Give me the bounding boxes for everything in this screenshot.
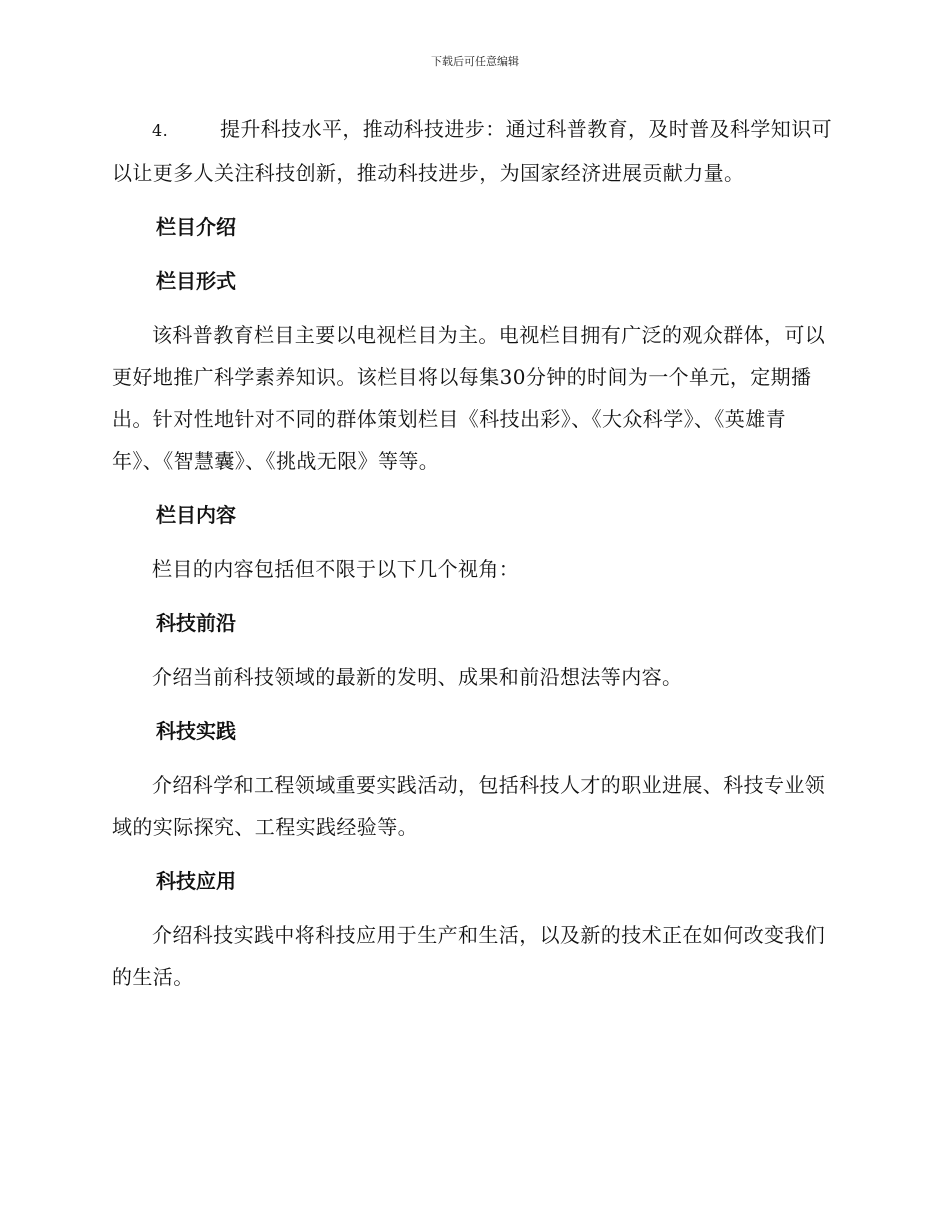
section-heading-practice: 科技实践	[156, 719, 236, 743]
item-4-text: 提升科技水平，推动科技进步：通过科普教育，及时普及科学知识可以让更多人关注科技创新，推动科技进步，为国家经济进展贡献力量。	[112, 117, 832, 185]
page-header: 下载后可任意编辑	[431, 55, 519, 68]
document-body	[112, 108, 834, 998]
section-heading-form: 栏目形式	[156, 269, 236, 293]
paragraph-frontier: 介绍当前科技领域的最新的发明、成果和前沿想法等内容。	[152, 665, 683, 689]
section-heading-frontier: 科技前沿	[156, 611, 236, 635]
paragraph-practice: 介绍科学和工程领域重要实践活动，包括科技人才的职业进展、科技专业领域的实际探究、工程实践经验等。	[112, 773, 826, 839]
paragraph-application: 介绍科技实践中将科技应用于生产和生活，以及新的技术正在如何改变我们的生活。	[112, 923, 826, 989]
section-heading-content: 栏目内容	[156, 503, 236, 527]
paragraph-content: 栏目的内容包括但不限于以下几个视角：	[152, 557, 520, 581]
paragraph-form: 该科普教育栏目主要以电视栏目为主。电视栏目拥有广泛的观众群体，可以更好地推广科学素养知识。该栏目将以每集30分钟的时间为一个单元，定期播出。针对性地针对不同的群体策划栏目《科技出彩》、《大众科学》、《英雄青年》、《智慧囊》、《挑战无限》等等。	[112, 323, 826, 473]
item-number: 4.	[152, 121, 169, 140]
section-heading-intro: 栏目介绍	[156, 215, 236, 239]
numbered-paragraph-4	[112, 108, 834, 194]
section-heading-application: 科技应用	[156, 869, 236, 893]
